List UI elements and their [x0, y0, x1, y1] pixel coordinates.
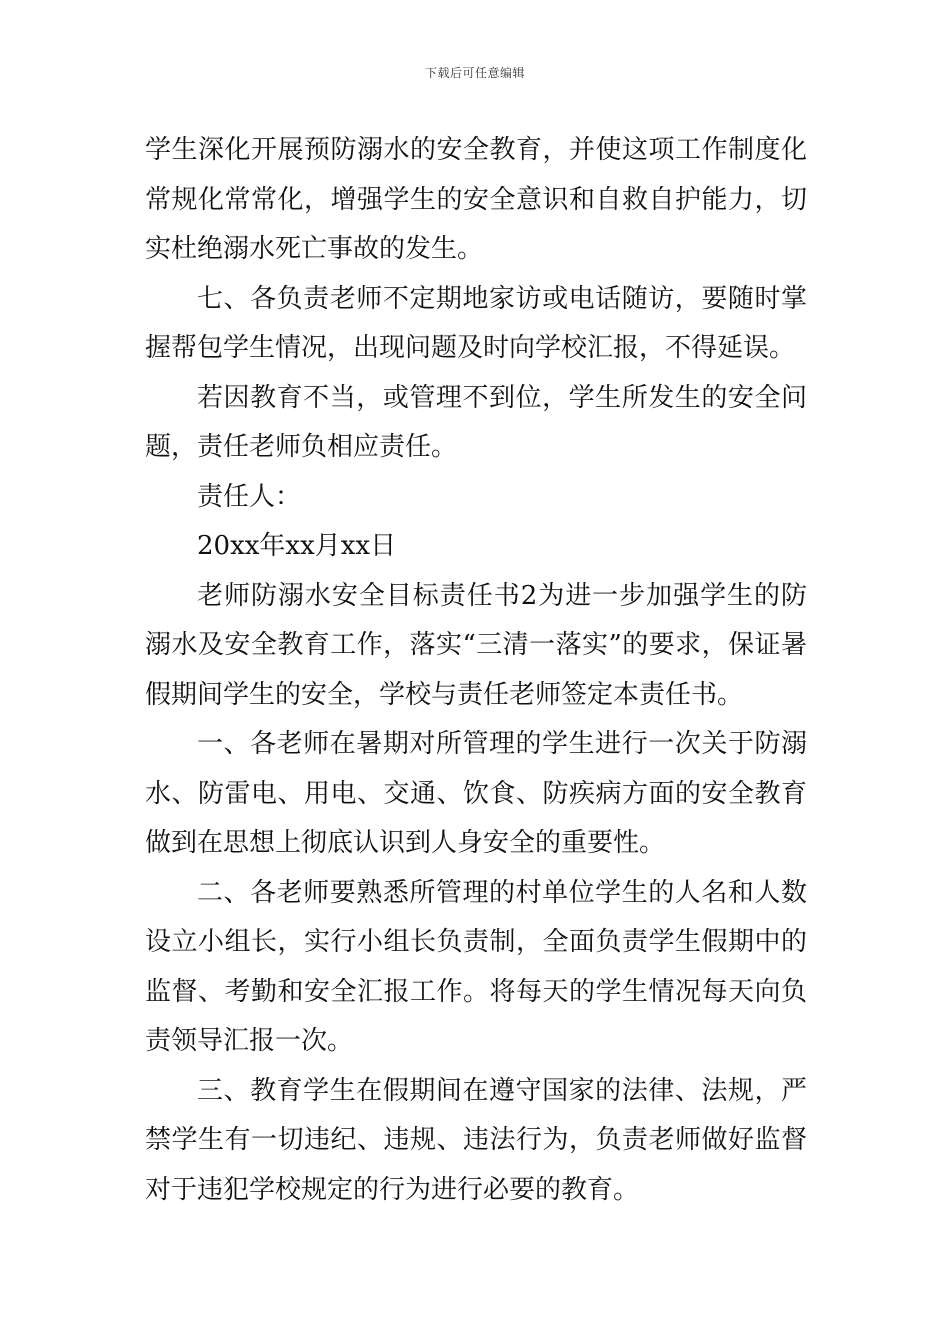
paragraph-item-one: 一、各老师在暑期对所管理的学生进行一次关于防溺水、防雷电、用电、交通、饮食、防疾病方面的安全教育做到在思想上彻底认识到人身安全的重要性。 [145, 729, 807, 858]
paragraph-continuation: 学生深化开展预防溺水的安全教育，并使这项工作制度化常规化常常化，增强学生的安全意识和自救自护能力，切实杜绝溺水死亡事故的发生。 [145, 135, 807, 264]
paragraph-document-two-intro: 老师防溺水安全目标责任书2为进一步加强学生的防溺水及安全教育工作，落实“三清一落实”的要求，保证暑假期间学生的安全，学校与责任老师签定本责任书。 [145, 580, 807, 710]
paragraph-responsibility-clause: 若因教育不当，或管理不到位，学生所发生的安全问题，责任老师负相应责任。 [145, 382, 807, 462]
date-line: 20xx年xx月xx日 [197, 531, 397, 561]
paragraph-item-seven: 七、各负责老师不定期地家访或电话随访，要随时掌握帮包学生情况，出现问题及时向学校汇报，不得延误。 [145, 283, 807, 363]
paragraph-item-two: 二、各老师要熟悉所管理的村单位学生的人名和人数设立小组长，实行小组长负责制，全面负责学生假期中的监督、考勤和安全汇报工作。将每天的学生情况每天向负责领导汇报一次。 [145, 877, 807, 1056]
signature-label: 责任人： [197, 481, 302, 512]
page-header-note: 下载后可任意编辑 [424, 66, 525, 80]
paragraph-item-three: 三、教育学生在假期间在遵守国家的法律、法规，严禁学生有一切违纪、违规、违法行为，负责老师做好监督对于违犯学校规定的行为进行必要的教育。 [145, 1075, 807, 1205]
document-body [145, 126, 807, 1215]
